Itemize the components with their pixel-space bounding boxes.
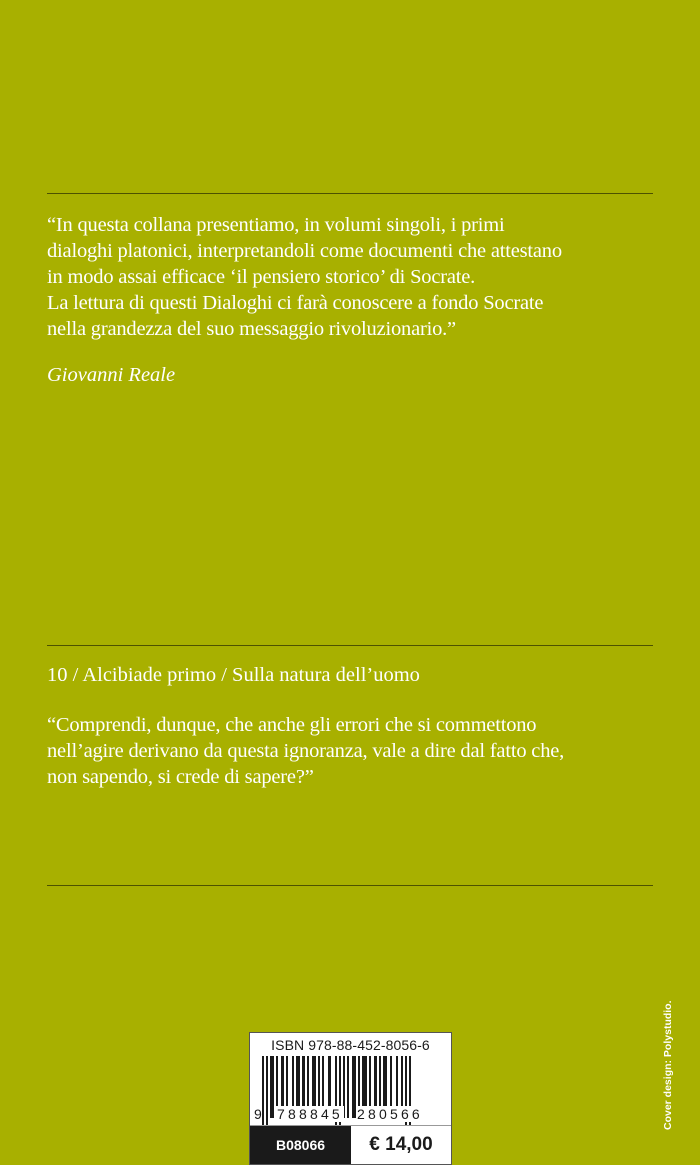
barcode-digit-group: 280566 [357, 1106, 423, 1122]
volume-title: 10 / Alcibiade primo / Sulla natura dell’uomo [47, 664, 420, 686]
quote-line: nella grandezza del suo messaggio rivoluzionario.” [47, 318, 456, 340]
quote-line: “In questa collana presentiamo, in volumi singoli, i primi [47, 214, 505, 236]
top-divider [47, 193, 653, 194]
barcode-digit-group: 788845 [277, 1106, 343, 1122]
price: € 14,00 [351, 1126, 451, 1164]
quote-line: La lettura di questi Dialoghi ci farà conoscere a fondo Socrate [47, 292, 544, 314]
quote-line: nell’agire derivano da questa ignoranza, vale a dire dal fatto che, [47, 740, 565, 762]
series-intro-quote [47, 212, 667, 342]
quote-line: “Comprendi, dunque, che anche gli errori che si commettono [47, 714, 537, 736]
bottom-divider [47, 885, 653, 886]
quote-author: Giovanni Reale [47, 364, 176, 386]
quote-line: non sapendo, si crede di sapere?” [47, 766, 314, 788]
middle-divider [47, 645, 653, 646]
volume-quote [47, 712, 667, 790]
isbn-number: ISBN 978-88-452-8056-6 [271, 1037, 430, 1053]
price-row [250, 1125, 451, 1164]
quote-line: in modo assai efficace ‘il pensiero storico’ di Socrate. [47, 266, 476, 288]
quote-line: dialoghi platonici, interpretandoli come documenti che attestano [47, 240, 562, 262]
cover-design-credit: Cover design: Polystudio. [662, 1000, 674, 1130]
product-code: B08066 [250, 1126, 351, 1164]
barcode-digit-prefix: 9 [254, 1106, 265, 1122]
isbn-barcode-label [249, 1032, 452, 1165]
